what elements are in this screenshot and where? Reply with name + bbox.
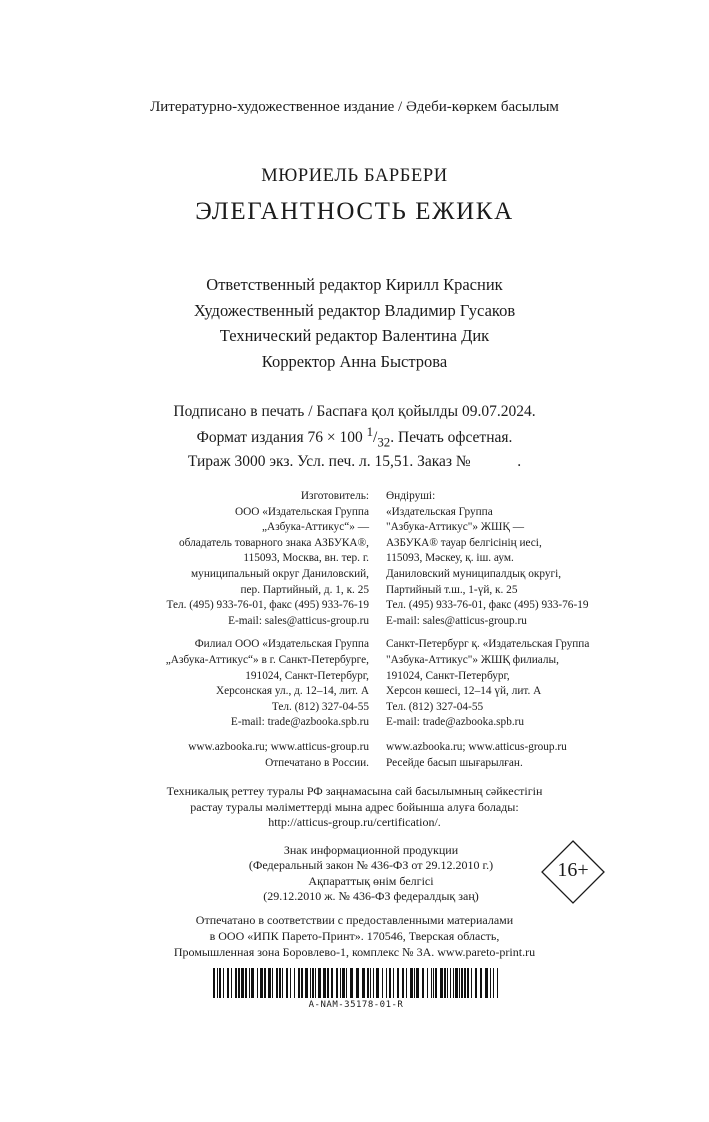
barcode-bar: [276, 968, 278, 998]
certification-line: растау туралы мәліметтерді мына адрес бойынша алуға болады:: [190, 799, 519, 814]
barcode-bar: [455, 968, 458, 998]
printer-line: Промышленная зона Боровлево-1, комплекс № 3А. www.pareto-print.ru: [173, 944, 536, 959]
barcode-bar: [260, 968, 263, 998]
websites: www.azbooka.ru; www.atticus-group.ru: [386, 740, 567, 753]
barcode-bar: [453, 968, 454, 998]
barcode-bar: [440, 968, 443, 998]
manufacturer-line: 115093, Москва, вн. тер. г.: [243, 552, 369, 565]
barcode-bar: [223, 968, 224, 998]
barcode-bar: [331, 968, 333, 998]
barcode-bar: [416, 968, 419, 998]
manufacturer-line: муниципальный округ Даниловский,: [191, 567, 369, 580]
imprint-russian: [166, 489, 369, 771]
branch-line: „Азбука-Аттикус“» в г. Санкт-Петербурге,: [165, 653, 369, 666]
manufacturer-email: E-mail: sales@atticus-group.ru: [228, 614, 369, 627]
barcode-bar: [447, 968, 448, 998]
branch-line: Херсонская ул., д. 12–14, лит. А: [215, 685, 369, 698]
age-rating-value: 16+: [557, 859, 589, 881]
branch-line: Тел. (812) 327-04-55: [386, 700, 484, 713]
barcode-bar: [238, 968, 240, 998]
branch-email: E-mail: trade@azbooka.spb.ru: [386, 716, 525, 729]
branch-line: 191024, Санкт-Петербург,: [245, 669, 369, 682]
barcode-bar: [227, 968, 229, 998]
manufacturer-line: Тел. (495) 933-76-01, факс (495) 933-76-19: [166, 599, 369, 612]
manufacturer-label: Өндіруші:: [386, 490, 436, 502]
format-prefix: Формат издания 76 × 100: [196, 429, 367, 447]
barcode-bar: [298, 968, 300, 998]
websites: www.azbooka.ru; www.atticus-group.ru: [188, 740, 369, 753]
barcode-bar: [444, 968, 446, 998]
format-line: [0, 422, 709, 452]
barcode-bar: [301, 968, 303, 998]
branch-line: Херсон көшесі, 12–14 үй, лит. А: [386, 685, 542, 698]
format-denominator: 32: [377, 434, 391, 450]
certification-note: [0, 784, 709, 831]
certification-url: http://atticus-group.ru/certification/.: [268, 815, 441, 830]
barcode-bar: [461, 968, 463, 998]
barcode-bar: [312, 968, 314, 998]
barcode-bar: [459, 968, 460, 998]
manufacturer-line: «Издательская Группа: [386, 505, 493, 518]
manufacturer-line: Тел. (495) 933-76-01, факс (495) 933-76-19: [386, 599, 589, 612]
barcode-bar: [467, 968, 469, 998]
barcode-bar: [249, 968, 250, 998]
barcode-bar: [356, 968, 359, 998]
barcode-bar: [241, 968, 244, 998]
barcode-bar: [493, 968, 494, 998]
barcode-bar: [367, 968, 369, 998]
barcode-bar: [386, 968, 387, 998]
manufacturer-line: „Азбука-Аттикус“» —: [262, 521, 369, 534]
manufacturer-line: Даниловский муниципалдық округі,: [386, 567, 562, 580]
book-author: МЮРИЕЛЬ БАРБЕРИ: [261, 166, 448, 186]
publication-info: [0, 402, 709, 472]
barcode-bar: [435, 968, 437, 998]
printer-info: [0, 913, 709, 960]
barcode-bar: [376, 968, 379, 998]
publication-type: Литературно-художественное издание / Әдеби-көркем басылым: [150, 99, 559, 115]
barcode-bar: [336, 968, 338, 998]
barcode-bar: [427, 968, 428, 998]
barcode-bar: [268, 968, 271, 998]
age-rating-text: [226, 843, 516, 904]
manufacturer-line: Партийный т.ш., 1-үй, к. 25: [386, 583, 518, 596]
barcode-bar: [219, 968, 221, 998]
barcode-bar: [471, 968, 472, 998]
certification-line: Техникалық реттеу туралы РФ заңнамасына сай басылымның сәйкестігін: [166, 784, 543, 798]
barcode-bar: [393, 968, 394, 998]
barcode-bar: [389, 968, 391, 998]
barcode-bar: [497, 968, 498, 998]
barcode-bar: [310, 968, 311, 998]
age-rating-line: Знак информационной продукции: [283, 843, 459, 857]
staff-line: Технический редактор Валентина Дик: [219, 326, 490, 345]
branch-line: Санкт-Петербург қ. «Издательская Группа: [386, 638, 590, 651]
barcode-bar: [318, 968, 321, 998]
staff-line: Художественный редактор Владимир Гусаков: [193, 300, 516, 320]
barcode-bar: [410, 968, 413, 998]
barcode-code: A-NAM-35178-01-R: [308, 1000, 404, 1010]
signed-line: Подписано в печать / Баспаға қол қойылды 09.07.2024.: [173, 403, 536, 420]
printer-line: в ООО «ИПК Парето-Принт». 170546, Тверская область,: [209, 928, 500, 943]
staff-line: Ответственный редактор Кирилл Красник: [206, 275, 503, 294]
printer-line: Отпечатано в соответствии с предоставленными материалами: [195, 913, 514, 927]
barcode-bar: [217, 968, 218, 998]
barcode-bar: [490, 968, 491, 998]
branch-email: E-mail: trade@azbooka.spb.ru: [230, 716, 369, 729]
barcode-bar: [340, 968, 341, 998]
barcode-bar: [382, 968, 383, 998]
age-rating-line: (29.12.2010 ж. № 436-ФЗ федералдық заң): [263, 888, 479, 903]
barcode-bar: [373, 968, 374, 998]
run-line: Тираж 3000 экз. Усл. печ. л. 15,51. Заказ № .: [187, 453, 522, 471]
manufacturer-line: ООО «Издательская Группа: [234, 505, 369, 518]
barcode-bar: [370, 968, 371, 998]
manufacturer-email: E-mail: sales@atticus-group.ru: [386, 614, 527, 627]
barcode-bar: [235, 968, 237, 998]
barcode-bar: [431, 968, 432, 998]
branch-line: "Азбука-Аттикус"» ЖШҚ филиалы,: [386, 653, 559, 666]
barcode-bar: [475, 968, 477, 998]
barcode-bar: [422, 968, 424, 998]
book-title: ЭЛЕГАНТНОСТЬ ЕЖИКА: [195, 198, 514, 225]
age-rating-line: Ақпараттық өнім белгісі: [308, 873, 434, 888]
manufacturer-label: Изготовитель:: [300, 490, 369, 502]
barcode-bar: [406, 968, 407, 998]
barcode-bar: [323, 968, 326, 998]
barcode-bar: [251, 968, 254, 998]
age-rating-badge: [541, 840, 605, 904]
barcode-bar: [245, 968, 247, 998]
barcode-bar: [480, 968, 482, 998]
barcode-bar: [346, 968, 347, 998]
barcode: [213, 968, 499, 998]
barcode-bar: [433, 968, 434, 998]
printed-country: Ресейде басып шығарылған.: [386, 756, 523, 769]
barcode-bar: [327, 968, 329, 998]
manufacturer-line: АЗБУКА® тауар белгісінің иесі,: [386, 536, 542, 549]
barcode-bar: [362, 968, 365, 998]
barcode-bar: [286, 968, 288, 998]
barcode-bar: [315, 968, 316, 998]
barcode-bar: [402, 968, 404, 998]
format-suffix: . Печать офсетная.: [390, 429, 513, 447]
branch-line: Филиал ООО «Издательская Группа: [194, 638, 369, 651]
barcode-bar: [485, 968, 488, 998]
imprint-kazakh: [386, 489, 589, 771]
barcode-bar: [264, 968, 266, 998]
format-numerator: 1: [366, 424, 374, 439]
barcode-bar: [294, 968, 295, 998]
barcode-bar: [342, 968, 345, 998]
barcode-bar: [272, 968, 273, 998]
barcode-bar: [213, 968, 215, 998]
barcode-bar: [282, 968, 283, 998]
barcode-bar: [279, 968, 281, 998]
barcode-bar: [290, 968, 291, 998]
printed-country: Отпечатано в России.: [265, 756, 369, 769]
branch-line: Тел. (812) 327-04-55: [271, 700, 369, 713]
barcode-bar: [350, 968, 353, 998]
barcode-bar: [305, 968, 308, 998]
age-rating-line: (Федеральный закон № 436-ФЗ от 29.12.2010 г.): [248, 858, 494, 873]
barcode-bar: [397, 968, 399, 998]
manufacturer-line: обладатель товарного знака АЗБУКА®,: [178, 536, 369, 549]
barcode-bar: [450, 968, 451, 998]
staff-credits: [0, 272, 709, 374]
barcode-bar: [231, 968, 232, 998]
manufacturer-line: 115093, Мәскеу, қ. іш. аум.: [386, 552, 514, 565]
format-slash: /: [373, 429, 378, 447]
staff-line: Корректор Анна Быстрова: [261, 351, 448, 371]
barcode-bar: [414, 968, 415, 998]
branch-line: 191024, Санкт-Петербург,: [386, 669, 510, 682]
barcode-bar: [257, 968, 258, 998]
barcode-bar: [464, 968, 466, 998]
manufacturer-line: пер. Партийный, д. 1, к. 25: [240, 583, 369, 596]
manufacturer-line: "Азбука-Аттикус"» ЖШҚ —: [386, 521, 525, 534]
